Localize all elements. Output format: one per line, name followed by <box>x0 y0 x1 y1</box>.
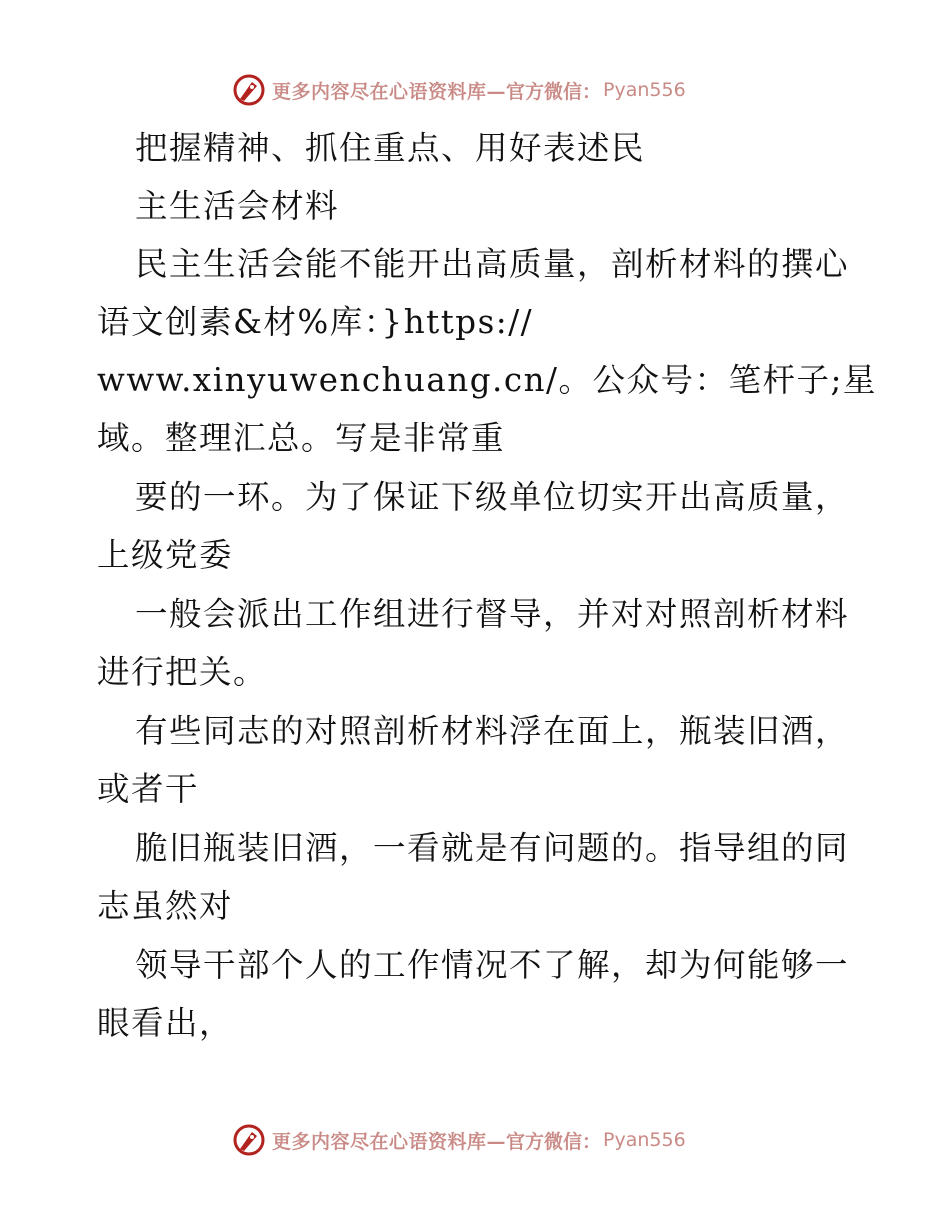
text-line: 上级党委 <box>97 536 234 574</box>
text-line: 有些同志的对照剖析材料浮在面上，瓶装旧酒， <box>135 712 850 750</box>
header-brand: 更多内容尽在心语资料库— <box>272 80 507 103</box>
footer-banner <box>232 1122 686 1158</box>
text-line: 脆旧瓶装旧酒，一看就是有问题的。指导组的同 <box>135 829 850 867</box>
text-line: 主生活会材料 <box>135 187 340 225</box>
text-line: 或者干 <box>97 770 200 808</box>
text-line: 志虽然对 <box>97 887 234 925</box>
text-line: 语文创素&材%库：}https:// <box>97 303 534 341</box>
text-line: 眼看出， <box>97 1004 234 1042</box>
pen-nib-circle-icon <box>232 1123 266 1157</box>
text-line: www.xinyuwenchuang.cn/。公众号：笔杆子;星 <box>97 361 877 399</box>
text-line: 把握精神、抓住重点、用好表述民 <box>135 129 646 167</box>
text-line: 域。整理汇总。写是非常重 <box>97 419 506 457</box>
header-wechat-label: 官方微信： <box>506 80 602 103</box>
footer-wechat-label: 官方微信： <box>506 1130 602 1153</box>
text-line: 民主生活会能不能开出高质量，剖析材料的撰心 <box>135 245 850 283</box>
footer-brand: 更多内容尽在心语资料库— <box>272 1130 507 1153</box>
text-line: 一般会派出工作组进行督导，并对对照剖析材料 <box>135 595 850 633</box>
text-line: 进行把关。 <box>97 653 268 691</box>
text-line: 领导干部个人的工作情况不了解，却为何能够一 <box>135 946 850 984</box>
header-wechat-id: Pyan556 <box>603 79 686 101</box>
text-line: 要的一环。为了保证下级单位切实开出高质量， <box>135 478 850 516</box>
footer-wechat-id: Pyan556 <box>603 1129 686 1151</box>
